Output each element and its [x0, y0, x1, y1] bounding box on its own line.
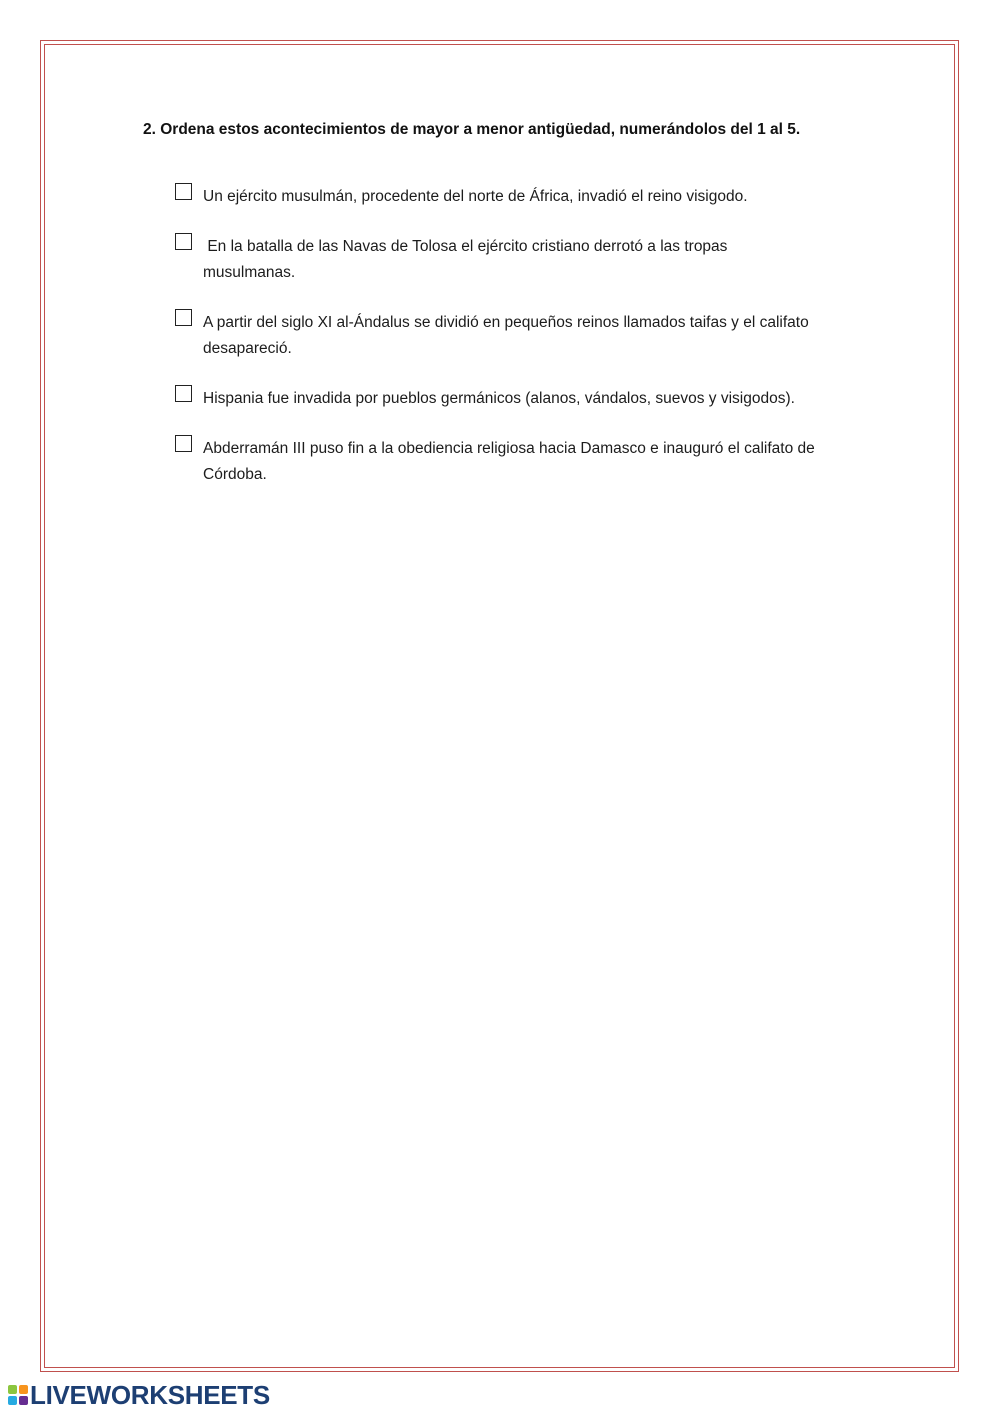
exercise-title: 2. Ordena estos acontecimientos de mayor a menor antigüedad, numerándolos del 1 al 5. — [143, 121, 801, 138]
logo-square-orange — [19, 1385, 28, 1394]
event-checkbox-1[interactable] — [175, 183, 192, 200]
liveworksheets-logo-icon — [8, 1385, 28, 1405]
event-checkbox-4[interactable] — [175, 385, 192, 402]
event-checkbox-5[interactable] — [175, 435, 192, 452]
event-text-4: Hispania fue invadida por pueblos germánicos (alanos, vándalos, suevos y visigodos). — [203, 390, 795, 407]
event-text-2: En la batalla de las Navas de Tolosa el ejército cristiano derrotó a las tropas musulmanas. — [203, 238, 732, 281]
liveworksheets-logo — [8, 1380, 270, 1410]
logo-square-green — [8, 1385, 17, 1394]
logo-square-blue — [8, 1396, 17, 1405]
event-text-3: A partir del siglo XI al-Ándalus se dividió en pequeños reinos llamados taifas y el califato desapareció. — [203, 314, 809, 357]
event-text-1: Un ejército musulmán, procedente del norte de África, invadió el reino visigodo. — [203, 188, 748, 205]
event-checkbox-2[interactable] — [175, 233, 192, 250]
logo-square-purple — [19, 1396, 28, 1405]
logo-text: LIVEWORKSHEETS — [30, 1380, 270, 1410]
event-checkbox-3[interactable] — [175, 309, 192, 326]
event-text-5: Abderramán III puso fin a la obediencia religiosa hacia Damasco e inauguró el califato de Córdoba. — [203, 440, 815, 483]
